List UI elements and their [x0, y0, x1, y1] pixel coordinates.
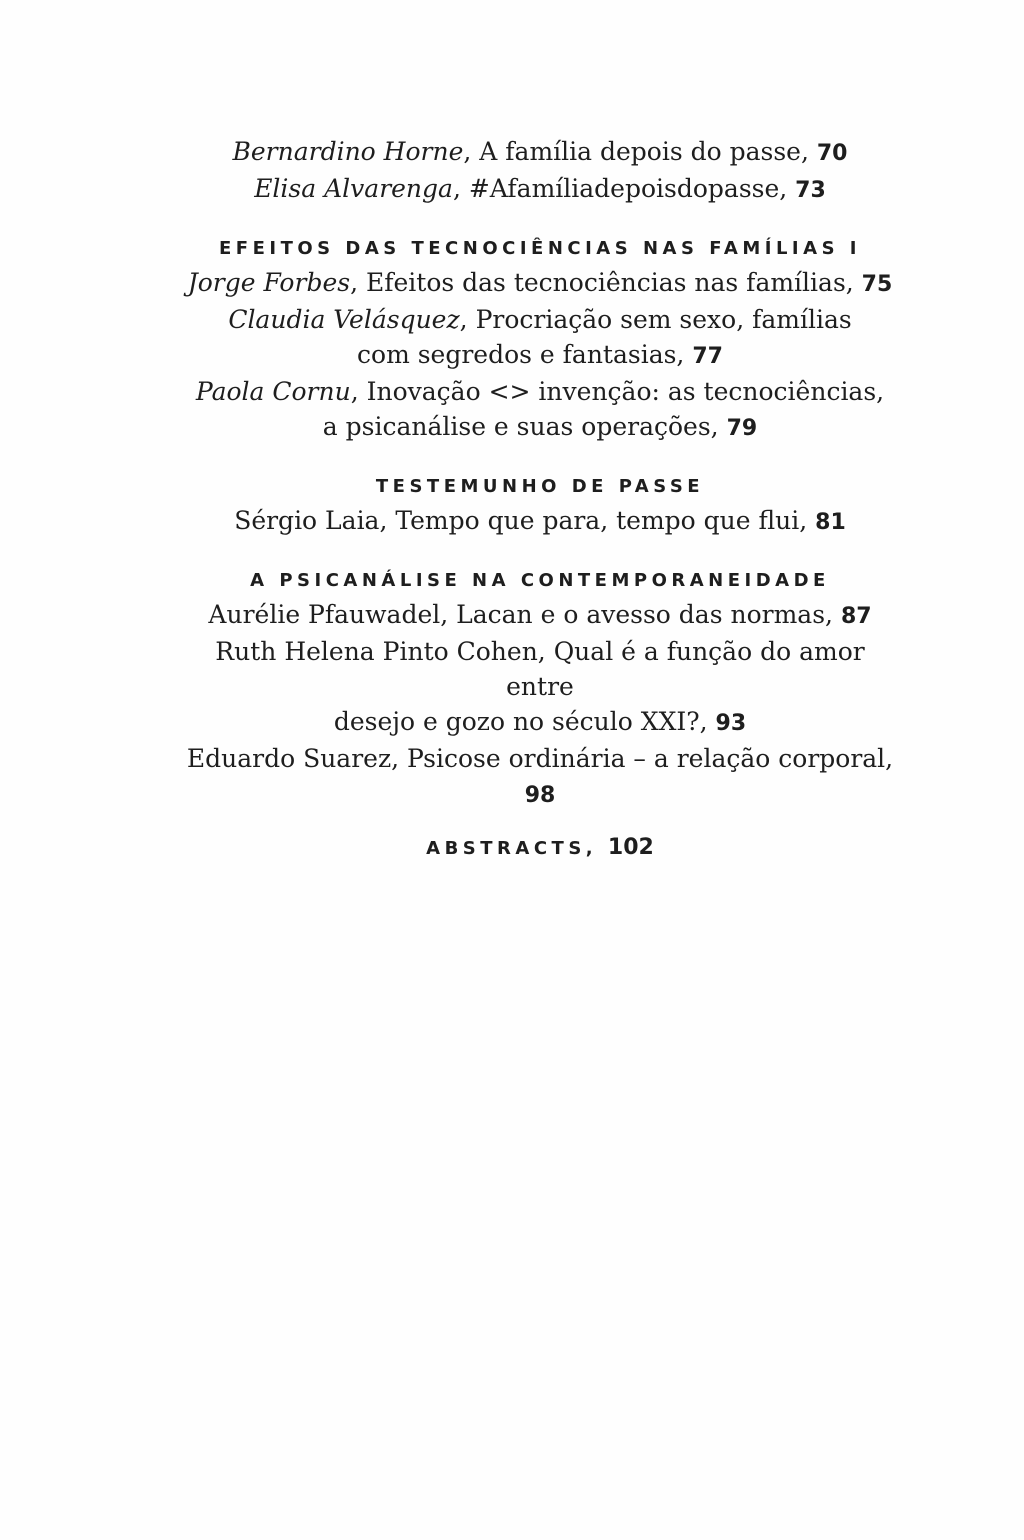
abstracts-entry	[180, 835, 900, 860]
abstracts-label: ABSTRACTS,	[426, 838, 598, 859]
entry-separator: ,	[459, 305, 476, 334]
entry-title: A família depois do passe,	[479, 137, 809, 166]
section-heading: A PSICANÁLISE NA CONTEMPORANEIDADE	[250, 570, 830, 591]
table-of-contents	[180, 134, 900, 860]
entry-page-number: 87	[840, 604, 872, 629]
toc-entry	[180, 134, 900, 171]
entry-page-number: 75	[861, 272, 893, 297]
entry-page-number: 81	[815, 510, 846, 535]
toc-entry	[180, 302, 900, 374]
entry-line	[180, 409, 900, 446]
entry-separator: ,	[350, 377, 367, 406]
entry-text: Eduardo Suarez, Psicose ordinária – a relação corporal,	[186, 744, 894, 773]
toc-entry	[180, 597, 900, 634]
entry-line: Ruth Helena Pinto Cohen, Qual é a função do amor entre	[215, 637, 865, 701]
entry-page-number: 93	[715, 711, 747, 736]
section-heading: TESTEMUNHO DE PASSE	[375, 476, 705, 497]
toc-entry	[180, 171, 900, 208]
entry-author: Elisa Alvarenga	[254, 174, 453, 203]
entry-page-number: 77	[692, 344, 723, 369]
entry-title: #Afamíliadepoisdopasse,	[468, 174, 788, 203]
entry-page-number: 79	[726, 416, 758, 441]
entry-author: Paola Cornu	[195, 377, 351, 406]
entry-text: Sérgio Laia, Tempo que para, tempo que flui,	[234, 506, 808, 535]
entry-page-number: 98	[524, 783, 556, 808]
section-heading: EFEITOS DAS TECNOCIÊNCIAS NAS FAMÍLIAS I	[218, 238, 861, 259]
toc-entry	[180, 503, 900, 540]
entry-author: Bernardino Horne	[232, 137, 464, 166]
entry-text: Aurélie Pfauwadel, Lacan e o avesso das normas,	[208, 600, 833, 629]
entry-separator: ,	[350, 268, 366, 297]
entry-title: Efeitos das tecnociências nas famílias,	[365, 268, 854, 297]
toc-entry	[180, 741, 900, 813]
toc-entry	[180, 374, 900, 446]
entry-title: Inovação <> invenção: as tecnociências,	[366, 377, 885, 406]
entry-separator: ,	[463, 137, 480, 166]
entry-page-number: 73	[795, 178, 826, 203]
entry-line	[180, 302, 900, 337]
entry-line	[180, 337, 900, 374]
toc-entry	[180, 634, 900, 741]
entry-author: Jorge Forbes	[187, 268, 351, 297]
entry-page-number: 70	[816, 141, 848, 166]
abstracts-page-number: 102	[607, 835, 654, 860]
entry-line	[180, 704, 900, 741]
entry-line	[180, 374, 900, 409]
entry-title-continued: com segredos e fantasias,	[357, 340, 685, 369]
entry-separator: ,	[452, 174, 469, 203]
entry-title-continued: a psicanálise e suas operações,	[322, 412, 719, 441]
toc-entry	[180, 265, 900, 302]
entry-text-continued: desejo e gozo no século XXI?,	[333, 707, 708, 736]
entry-title: Procriação sem sexo, famílias	[475, 305, 852, 334]
entry-author: Claudia Velásquez	[228, 305, 460, 334]
